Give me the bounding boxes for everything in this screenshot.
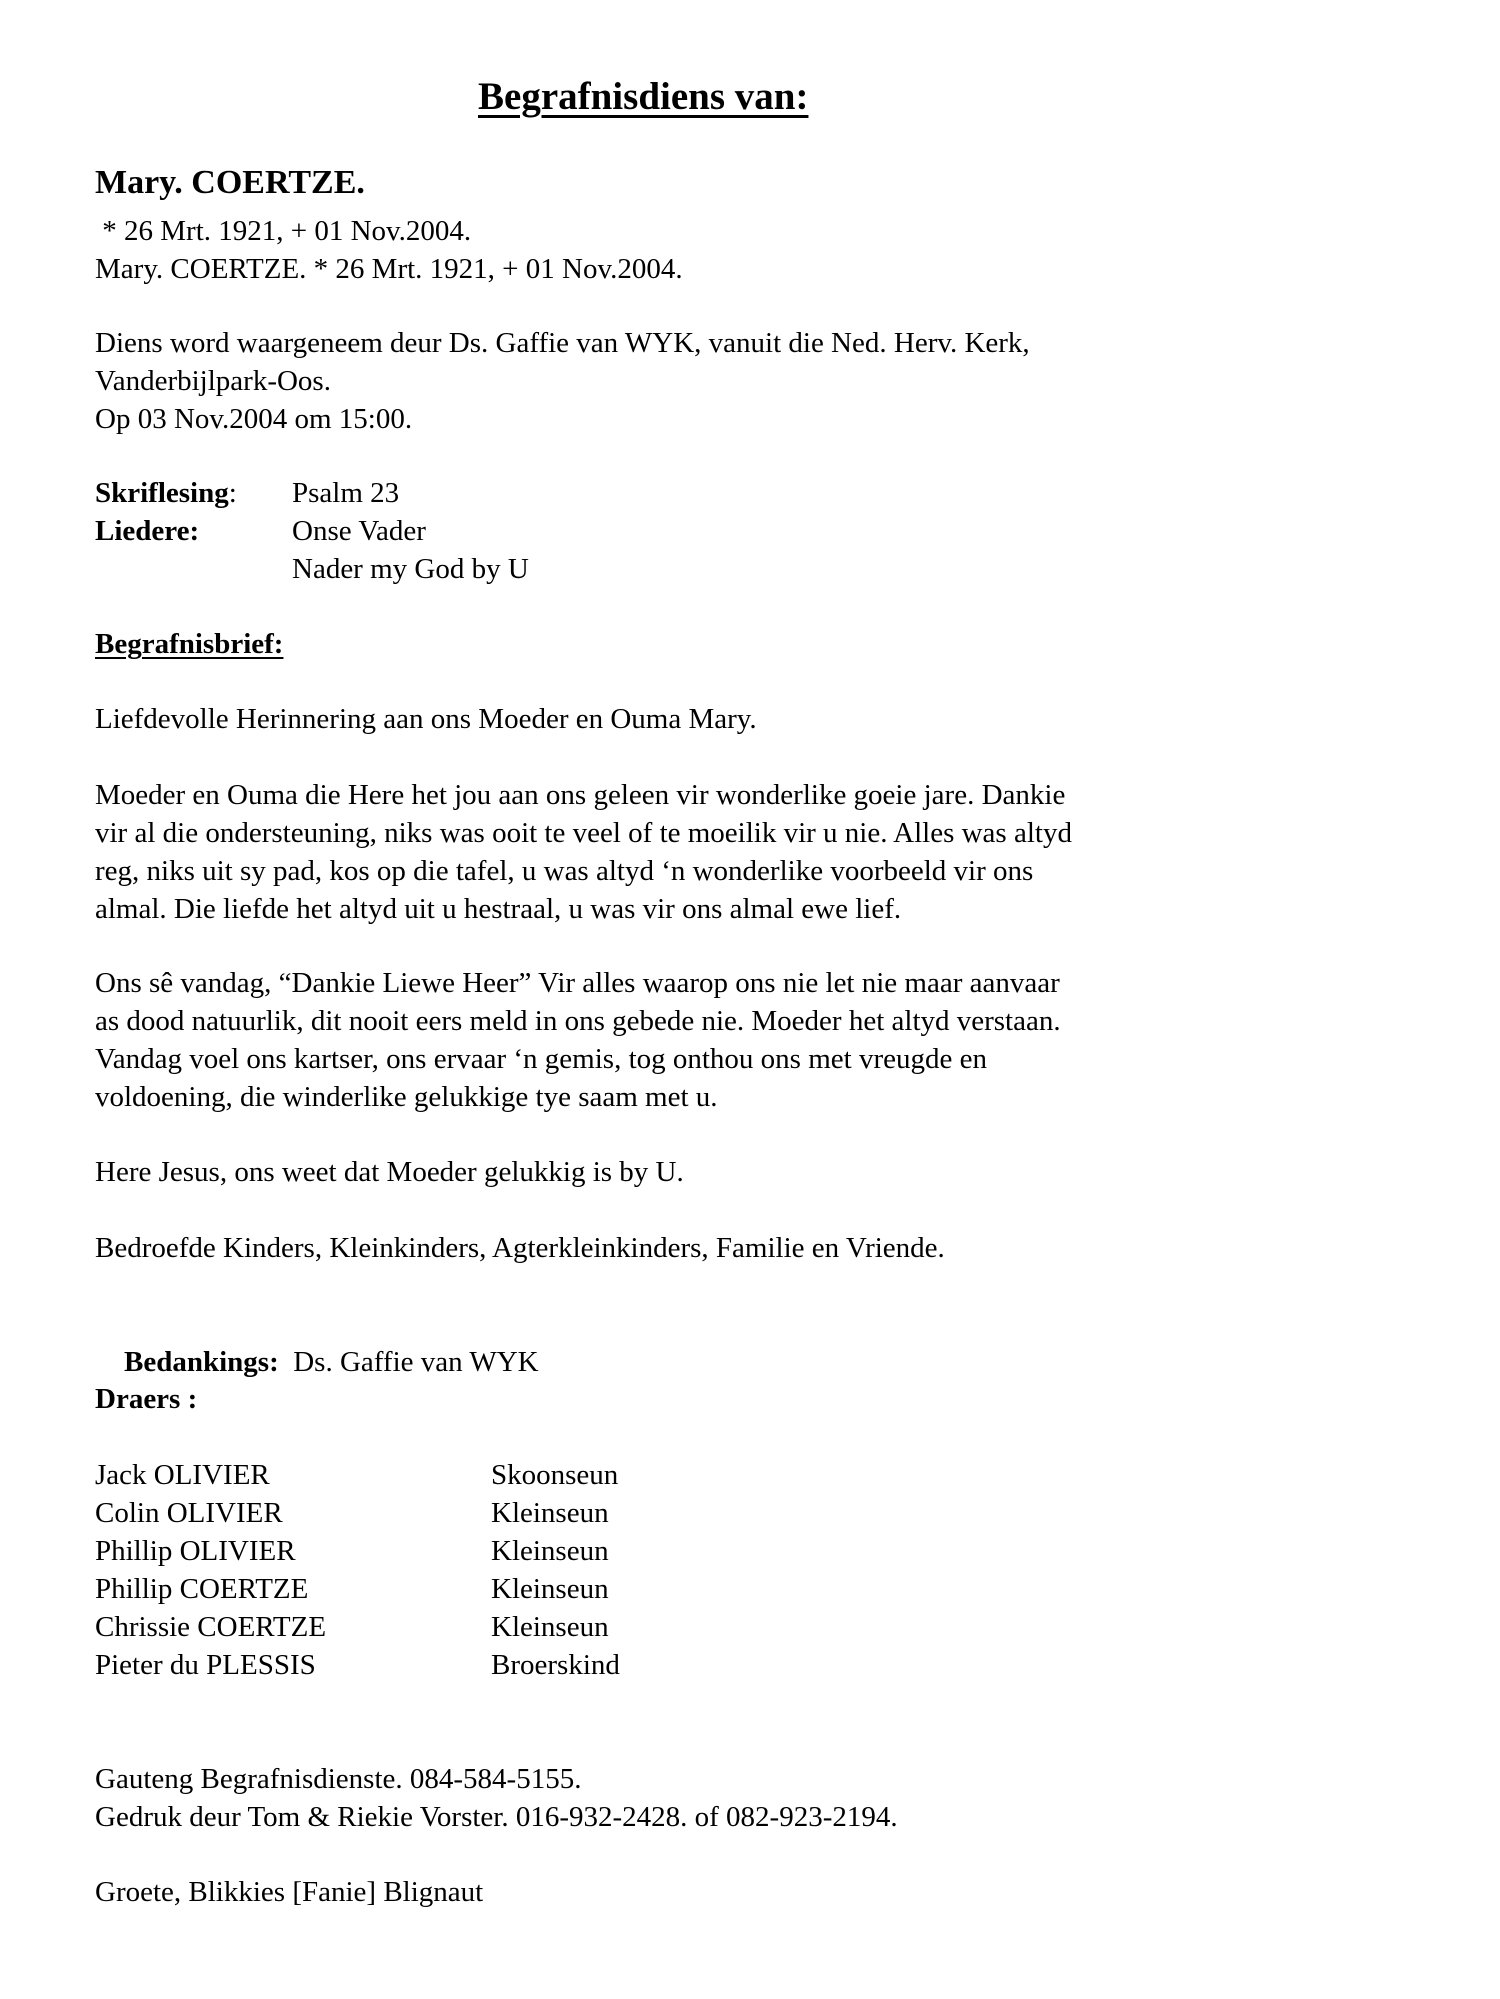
letter-line: vir al die ondersteuning, niks was ooit te veel of te moeilik vir u nie. Alles was altyd <box>95 817 1072 849</box>
service-line-2: Vanderbijlpark-Oos. <box>95 365 331 397</box>
letter-line: voldoening, die winderlike gelukkige tye saam met u. <box>95 1081 718 1113</box>
bearer-relation: Kleinseun <box>491 1573 609 1605</box>
service-line-3: Op 03 Nov.2004 om 15:00. <box>95 403 413 435</box>
scripture-row <box>95 474 237 512</box>
letter-line: as dood natuurlik, dit nooit eers meld in ons gebede nie. Moeder het altyd verstaan. <box>95 1005 1061 1037</box>
letter-line: almal. Die liefde het altyd uit u hestraal, u was vir ons almal ewe lief. <box>95 893 902 925</box>
footer-line-2: Gedruk deur Tom & Riekie Vorster. 016-932-2428. of 082-923-2194. <box>95 1801 898 1833</box>
songs-label: Liedere: <box>95 515 200 547</box>
letter-line: reg, niks uit sy pad, kos op die tafel, u was altyd ‘n wonderlike voorbeeld vir ons <box>95 855 1034 887</box>
bearer-name: Jack OLIVIER <box>95 1459 270 1491</box>
bearer-relation: Kleinseun <box>491 1497 609 1529</box>
service-line-1: Diens word waargeneem deur Ds. Gaffie van WYK, vanuit die Ned. Herv. Kerk, <box>95 327 1030 359</box>
scripture-colon: : <box>228 477 237 509</box>
bearer-relation: Broerskind <box>491 1649 620 1681</box>
document-title: Begrafnisdiens van: <box>478 75 809 118</box>
song-item: Nader my God by U <box>292 553 529 585</box>
deceased-name: Mary. COERTZE. <box>95 164 365 201</box>
thanks-label: Bedankings: <box>124 1346 279 1378</box>
bearer-relation: Kleinseun <box>491 1611 609 1643</box>
letter-line: Here Jesus, ons weet dat Moeder gelukkig is by U. <box>95 1156 684 1188</box>
thanks-value: Ds. Gaffie van WYK <box>278 1346 539 1378</box>
bearer-name: Chrissie COERTZE <box>95 1611 327 1643</box>
bearer-name: Phillip COERTZE <box>95 1573 309 1605</box>
letter-line: Bedroefde Kinders, Kleinkinders, Agterkleinkinders, Familie en Vriende. <box>95 1232 945 1264</box>
deceased-dates: * 26 Mrt. 1921, + 01 Nov.2004. <box>95 215 472 247</box>
letter-line: Moeder en Ouma die Here het jou aan ons geleen vir wonderlike goeie jare. Dankie <box>95 779 1066 811</box>
letter-line: Vandag voel ons kartser, ons ervaar ‘n gemis, tog onthou ons met vreugde en <box>95 1043 987 1075</box>
bearer-name: Colin OLIVIER <box>95 1497 283 1529</box>
scripture-label: Skriflesing <box>95 477 229 509</box>
bearer-name: Phillip OLIVIER <box>95 1535 296 1567</box>
deceased-name-dates: Mary. COERTZE. * 26 Mrt. 1921, + 01 Nov.2004. <box>95 253 683 285</box>
bearers-label: Draers : <box>95 1383 198 1415</box>
scripture-value: Psalm 23 <box>292 477 400 509</box>
bearer-name: Pieter du PLESSIS <box>95 1649 316 1681</box>
song-item: Onse Vader <box>292 515 426 547</box>
footer-line-1: Gauteng Begrafnisdienste. 084-584-5155. <box>95 1763 582 1795</box>
letter-line: Liefdevolle Herinnering aan ons Moeder en Ouma Mary. <box>95 703 757 735</box>
letter-line: Ons sê vandag, “Dankie Liewe Heer” Vir alles waarop ons nie let nie maar aanvaar <box>95 967 1060 999</box>
greeting: Groete, Blikkies [Fanie] Blignaut <box>95 1876 484 1908</box>
bearer-relation: Skoonseun <box>491 1459 619 1491</box>
bearer-relation: Kleinseun <box>491 1535 609 1567</box>
letter-heading: Begrafnisbrief: <box>95 628 284 660</box>
